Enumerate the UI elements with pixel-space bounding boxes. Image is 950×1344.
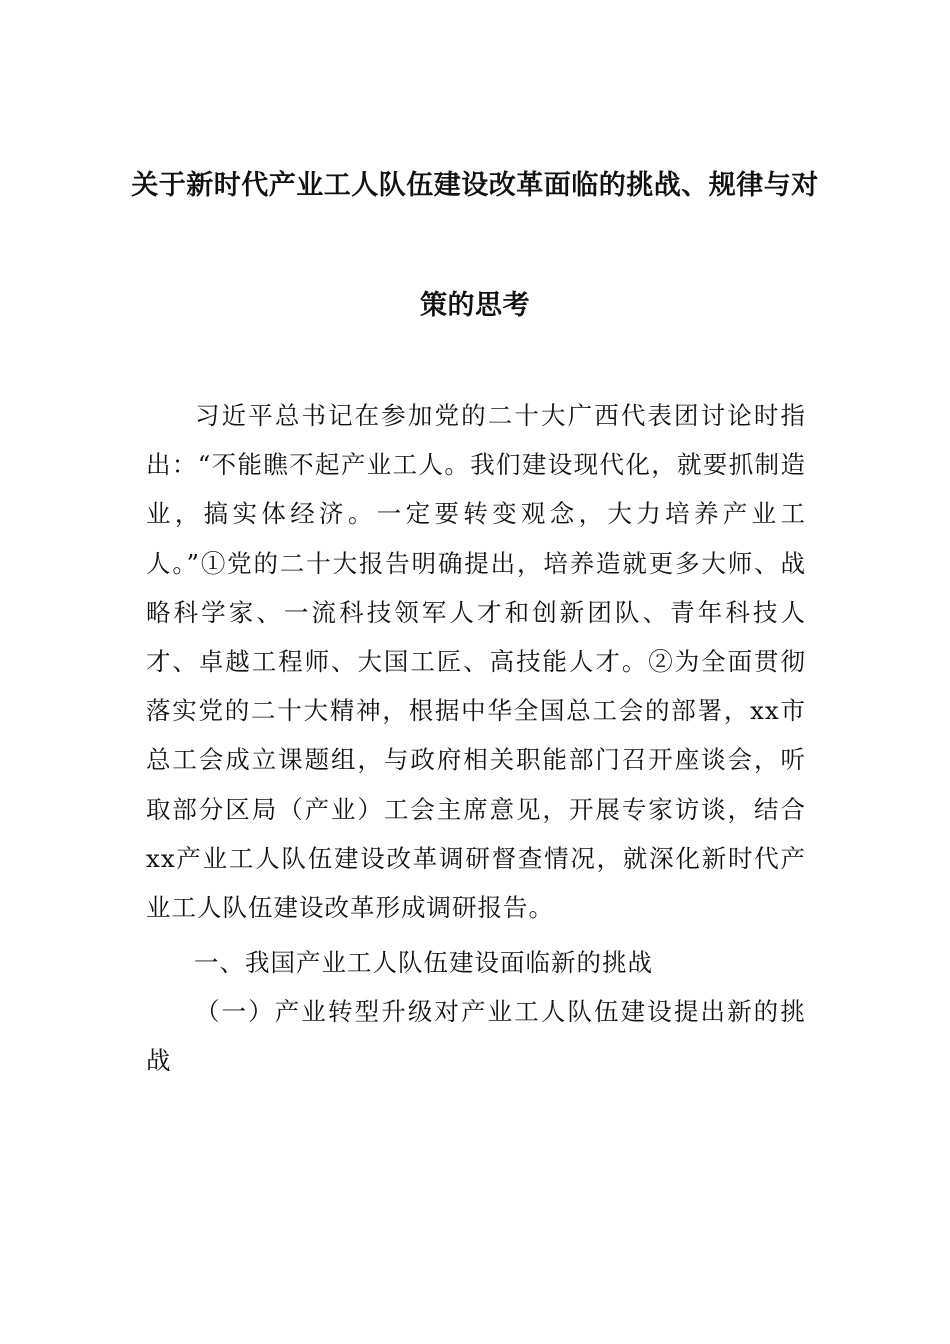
document-title-line-2: 策的思考 <box>420 290 530 321</box>
section-heading-1: 一、我国产业工人队伍建设面临新的挑战 <box>194 948 653 977</box>
document-title-line-1: 关于新时代产业工人队伍建设改革面临的挑战、规律与对 <box>131 170 819 201</box>
body-paragraph-1: 习近平总书记在参加党的二十大广西代表团讨论时指出：“不能瞧不起产业工人。我们建设现代化，就要抓制造业，搞实体经济。一定要转变观念，大力培养产业工人。”①党的二十大报告明确提出，培养造就更多大师、战略科学家、一流科技领军人才和创新团队、青年科技人才、卓越工程师、大国工匠、高技能人才。②为全面贯彻落实党的二十大精神，根据中华全国总工会的部署，xx市总工会成立课题组，与政府相关职能部门召开座谈会，听取部分区局（产业）工会主席意见，开展专家访谈，结合xx产业工人队伍建设改革调研督查情况，就深化新时代产业工人队伍建设改革形成调研报告。 <box>146 401 806 923</box>
subsection-heading-1: （一）产业转型升级对产业工人队伍建设提出新的挑战 <box>146 997 806 1076</box>
